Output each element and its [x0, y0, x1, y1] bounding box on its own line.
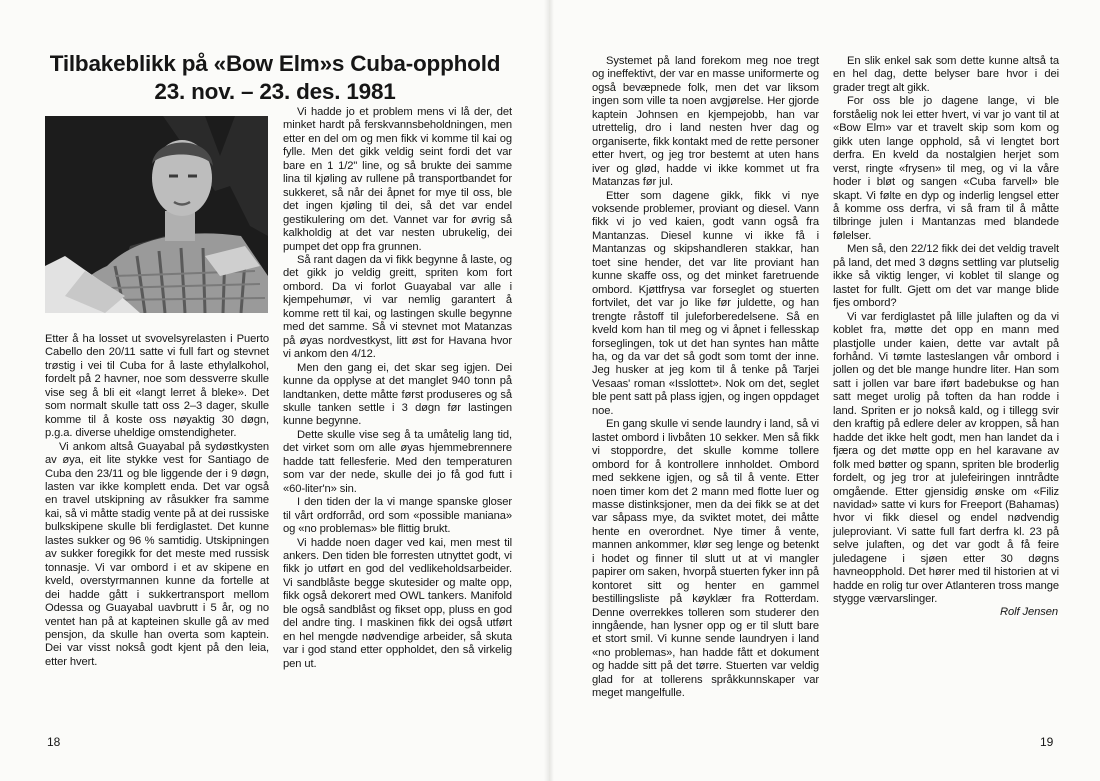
paragraph-13: For oss ble jo dagene lange, vi ble forståelig nok lei etter hvert, vi var jo vant til at «Bow Elm» var et travelt skip som kom og gikk uten lange opphold, så vi lengtet bort derfra. En kveld da nostalgien herjet som verst, ringte «frysen» til meg, og vi la våre hoder i bløt og sangen «Cuba farvell» ble skapt. Vi følte en dyp og inderlig lengsel etter å komme oss derfra, vi så fram til å måtte tilbringe julen i Mantanzas med blandede følelser. — [833, 95, 1059, 242]
paragraph-3: Vi hadde jo et problem mens vi lå der, det minket hardt på ferskvannsbeholdningen, men etter en del om og men fikk vi komme til kai og fylle. Men det gikk veldig seint fordi det var bare en 1 1/2" line, og så brukte dei samme lina til kjøling av rullene på transportbandet for sukkeret, så når dei åpnet for mye til oss, ble det ingen kjøling til dei, så det var endel gestikulering om det. Vannet var for øvrig så kalkholdig at det var nesten ubrukelig, dei pumpet det opp fra grunnen. — [283, 106, 512, 253]
paragraph-7: I den tiden der la vi mange spanske gloser til vårt ordforråd, ord som «possible maniana» og «no problemas» ble flittig brukt. — [283, 496, 512, 536]
paragraph-5: Men den gang ei, det skar seg igjen. Dei kunne da opplyse at det manglet 940 tonn på landtanken, dette måtte først produseres og så skulle tanken settle i 3 døgn før lastingen kunne begynne. — [283, 361, 512, 428]
paragraph-12: En slik enkel sak som dette kunne altså ta en hel dag, dette belyser bare hvor i dei grader tregt alt gikk. — [833, 55, 1059, 94]
paragraph-8: Vi hadde noen dager ved kai, men mest til ankers. Den tiden ble forresten utnyttet godt, vi fikk jo utført en god del vedlikeholdsarbeider. Vi sandblåste begge skutesider og malte opp, fikk også dekorert med OWL tankers. Manifold ble også sandblåst og fikset opp, pluss en god del andre ting. I maskinen fikk dei også utført en hel mengde nødvendige arbeider, så skuta var i god stand etter oppholdet, den så virkelig pen ut. — [283, 536, 512, 670]
paragraph-15: Vi var ferdiglastet på lille julaften og da vi koblet fra, møtte det opp en mann med plastjolle under kaien, dette var avtalt på forhånd. Vi tømte lasteslangen vår ombord i jollen og det ble mange hundre liter. Han som satt i jollen var bare iført badebukse og han satt meget urolig på toften da han rodde i land. Spriten er jo nokså kald, og i tillegg svir den kraftig på edlere deler av kroppen, så han hadde det ikke helt godt, men han landet da i fjæra og det møtte opp en hel karavane av folk med bøtter og spann, spriten ble broderlig fordelt, og jeg tror at julefeiringen inntrådte omgående. Etter gjensidig ønske om «Filiz navidad» satte vi kurs for Freeport (Bahamas) hvor vi fikk diesel og endel nødvendig juleproviant. Vi satte full fart derfra kl. 23 på selve julaften, og det var godt å få feire juledagene i sjøen etter 30 døgns havneopphold. Det hører med til historien at vi hadde en rolig tur over Atlanteren tross mange stygge værvarslinger. — [833, 310, 1059, 606]
paragraph-9: Systemet på land forekom meg noe tregt og ineffektivt, der var en masse uniformerte og også bevæpnede folk, men det var liksom ingen som ville ta noen avgjørelse. Her gjorde kaptein Johnsen en kjempejobb, han var utrettelig, dro i land nesten hver dag og organiserte, fikk kontakt med de rette personer etter hvert, og jeg tror bestemt at uten hans iver og glød, hadde vi ikke kommet ut fra Matanzas før jul. — [592, 55, 819, 189]
page-number-right: 19 — [1040, 735, 1054, 749]
title-line-1: Tilbakeblikk på «Bow Elm»s Cuba-opphold — [49, 51, 501, 76]
paragraph-11: En gang skulle vi sende laundry i land, så vi lastet ombord i livbåten 10 sekker. Men så fikk vi stoppordre, det skulle komme tollere ombord for å kontrollere innholdet. Ombord med sekkene igjen, og så til å vente. Etter noen timer kom det 2 mann med flotte luer og masse distinksjoner, men da dei fikk se at det var såpass mye, da sviktet motet, dei måtte hente en overordnet. Nye timer å vente, mannen ankommer, klør seg lenge og betenkt i hodet og finner til slutt ut at vi mangler papirer om saken, hvorpå stuerten fyker inn på kontoret sitt og henter en gammel bestillingsliste på køyklær fra Rotterdam. Denne overrekkes tolleren som studerer den inngående, han lysner opp og er til slutt bare et stort smil. Vi kunne sende laundryen i land «no problemas», han hadde fått et dokument og hadde sitt på det tørre. Stuerten var veldig glad for at tollerens språkkunnskaper var meget mangelfulle. — [592, 418, 819, 700]
text-column-2 — [283, 106, 512, 671]
paragraph-6: Dette skulle vise seg å ta umåtelig lang tid, det virket som om alle øyas hjemmebrennere hadde tatt fellesferie. Med den temperaturen som var der nede, skulle dei jo få god futt i «60-liter'n» sin. — [283, 428, 512, 495]
paragraph-4: Så rant dagen da vi fikk begynne å laste, og det gikk jo veldig greitt, spriten kom fort ombord. Da vi forlot Guayabal var alle i kjempehumør, vi var nemlig garantert å komme rett til kai, og lastingen skulle begynne med det samme. Så vi stevnet mot Matanzas på øyas nordvestkyst, litt øst for Havana hvor vi ankom den 4/12. — [283, 253, 512, 361]
paragraph-2: Vi ankom altså Guayabal på sydøstkysten av øya, eit lite stykke vest for Santiago de Cuba den 23/11 og ble liggende der i 9 døgn, lasten var ikke komplett enda. Det var også en travel utskipning av råsukker fra samme kai, så vi måtte stadig vente på at dei russiske bulkskipene skulle bli ferdiglastet. Det kunne lastes sukker og 96 % samtidig. Utskipningen av sukker foregikk for det meste med russisk tonnasje. Vi var ombord i et av skipene en kveld, overstyrmannen kunne da fortelle at dei hadde gått i sukkertransport mellom Odessa og Guayabal uavbrutt i 5 år, og no ventet han på at kapteinen skulle gå av med pensjon, da skulle han overta som kaptein. Dei var visst nokså godt kjent på den leia, etter hvert. — [45, 440, 269, 668]
title-line-2: 23. nov. – 23. des. 1981 — [154, 79, 396, 104]
author-signature: Rolf Jensen — [1000, 605, 1058, 618]
text-column-1 — [45, 333, 269, 669]
article-title — [40, 50, 510, 106]
text-column-3 — [592, 55, 819, 701]
page-number-left: 18 — [47, 735, 61, 749]
paragraph-14: Men så, den 22/12 fikk dei det veldig travelt på land, det med 3 døgns settling var plutselig ikke så viktig lenger, vi koblet til slange og lastet for fullt. Gjett om det var mange blide fjes ombord? — [833, 243, 1059, 310]
author-photo — [45, 116, 268, 313]
paragraph-1: Etter å ha losset ut svovelsyrelasten i Puerto Cabello den 20/11 satte vi full fart og stevnet trøstig i vei til Cuba for å laste ethylalkohol, fordelt på 2 havner, noe som dessverre skulle vise seg å bli eit «langt lerret å bleke». Det som normalt skulle tatt oss 2–3 dager, skulle komme til å koste oss nøyaktig 30 døgn, p.g.a. diverse uheldige omstendigheter. — [45, 333, 269, 440]
book-spine — [544, 0, 554, 781]
text-column-4 — [833, 55, 1059, 619]
paragraph-10: Etter som dagene gikk, fikk vi nye voksende problemer, proviant og diesel. Vann fikk vi jo ved kaien, godt vann også fra Mantanzas. Diesel kunne vi ikke få i Mantanzas og skipshandleren stakkar, han toet sine hender, det var lite proviant han kunne skaffe oss, og det minket faretruende ombord. Kjøttfrysa var forseglet og stuerten fortvilet, det var jo like før juldette, og han trengte råstoff til juleforberedelsene. Så en kveld kom han til meg og vi åpnet i fellesskap forseglingen, tok ut det han syntes han måtte ha, og da var det så godt som tomt der inne. Jeg husker at jeg kom til å tenke på Tarjei Vesaas' roman «Isslottet». Nok om det, seglet ble pent satt på plass igjen, og ingen oppdaget noe. — [592, 189, 819, 417]
